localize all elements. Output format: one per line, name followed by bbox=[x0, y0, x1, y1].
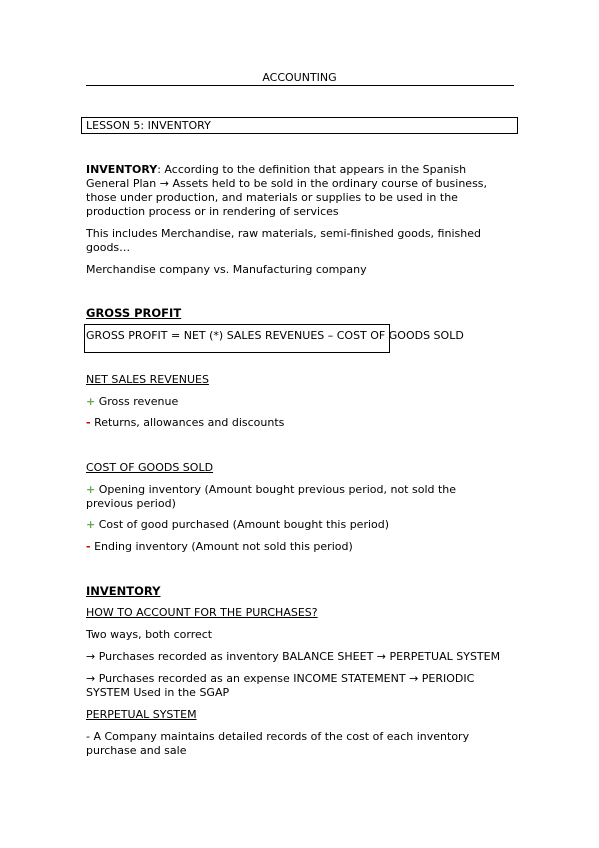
company-comparison: Merchandise company vs. Manufacturing company bbox=[86, 263, 367, 276]
plus-sign: + bbox=[86, 518, 96, 531]
cogs-item bbox=[86, 518, 389, 531]
plus-sign: + bbox=[86, 395, 96, 408]
gross-profit-formula: GROSS PROFIT = NET (*) SALES REVENUES – COST OF GOODS SOLD bbox=[86, 329, 464, 342]
inventory-includes: This includes Merchandise, raw materials, semi-finished goods, finished goods… bbox=[86, 227, 481, 254]
net-sales-item bbox=[86, 395, 178, 408]
cogs-item-text: Opening inventory (Amount bought previous period, not sold the previous period) bbox=[86, 483, 457, 510]
inventory-definition-text: : According to the definition that appears in the Spanish General Plan → Assets held to be sold in the ordinary course of business, those under production, and materials or supplies to be used in the production process or in rendering of services bbox=[86, 163, 488, 218]
net-sales-item-text: Returns, allowances and discounts bbox=[94, 416, 285, 429]
perpetual-system-text: - A Company maintains detailed records of the cost of each inventory purchase and sale bbox=[86, 730, 470, 757]
purchases-question: HOW TO ACCOUNT FOR THE PURCHASES? bbox=[86, 606, 318, 619]
inventory-definition bbox=[86, 163, 506, 219]
inventory-heading: INVENTORY bbox=[86, 584, 161, 598]
minus-sign: - bbox=[86, 416, 91, 429]
plus-sign: + bbox=[86, 483, 96, 496]
cogs-item-text: Cost of good purchased (Amount bought this period) bbox=[98, 518, 390, 531]
minus-sign: - bbox=[86, 540, 91, 553]
net-sales-item-text: Gross revenue bbox=[98, 395, 179, 408]
document-title: ACCOUNTING bbox=[262, 71, 337, 84]
periodic-way: → Purchases recorded as an expense INCOME STATEMENT → PERIODIC SYSTEM Used in the SGAP bbox=[86, 672, 475, 699]
net-sales-heading: NET SALES REVENUES bbox=[86, 373, 209, 386]
cogs-item-text: Ending inventory (Amount not sold this period) bbox=[94, 540, 353, 553]
inventory-term: INVENTORY bbox=[86, 163, 158, 176]
gross-profit-heading: GROSS PROFIT bbox=[86, 306, 182, 320]
net-sales-item bbox=[86, 416, 284, 429]
cogs-heading: COST OF GOODS SOLD bbox=[86, 461, 214, 474]
perpetual-way: → Purchases recorded as inventory BALANCE SHEET → PERPETUAL SYSTEM bbox=[86, 650, 501, 663]
lesson-title-box bbox=[81, 117, 518, 134]
cogs-item bbox=[86, 540, 353, 553]
lesson-title: LESSON 5: INVENTORY bbox=[86, 119, 211, 132]
header-divider bbox=[86, 85, 514, 86]
two-ways-text: Two ways, both correct bbox=[86, 628, 213, 641]
perpetual-system-heading: PERPETUAL SYSTEM bbox=[86, 708, 197, 721]
cogs-item bbox=[86, 483, 506, 511]
